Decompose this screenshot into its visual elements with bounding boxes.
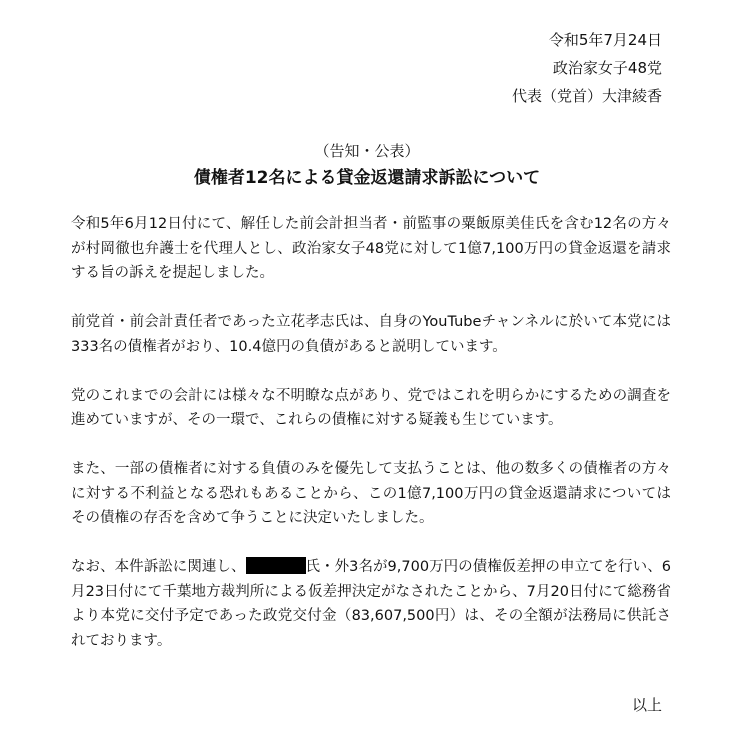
document-title: 債権者12名による貸金返還請求訴訟について (193, 168, 541, 188)
paragraph-provisional-attachment (71, 555, 671, 653)
closing-mark: 以上 (631, 696, 662, 714)
paragraph-provisional-attachment-start: なお、本件訴訟に関連し、 (71, 559, 246, 575)
representative-name: 代表（党首）大津綾香 (511, 87, 662, 105)
paragraph-creditors-explanation: 前党首・前会計責任者であった立花孝志氏は、自身のYouTubeチャンネルに於いて本党には333名の債権者がおり、10.4億円の負債があると説明しています。 (71, 314, 671, 355)
redacted-name-block (246, 557, 306, 574)
paragraph-lawsuit-filed: 令和5年6月12日付にて、解任した前会計担当者・前監事の粟飯原美佳氏を含む12名の方々が村岡徹也弁護士を代理人とし、政治家女子48党に対して1億7,100万円の貸金返還を請求する旨の訴えを提起しました。 (71, 216, 671, 281)
document-header (512, 26, 662, 110)
organization-name: 政治家女子48党 (552, 59, 662, 77)
paragraph-accounting-doubts: 党のこれまでの会計には様々な不明瞭な点があり、党ではこれを明らかにするための調査を進めていますが、その一環で、これらの債権に対する疑義も生じています。 (71, 387, 671, 428)
document-date: 令和5年7月24日 (548, 31, 662, 49)
paragraph-decision-to-contest: また、一部の債権者に対する負債のみを優先して支払うことは、他の数多くの債権者の方々に対する不利益となる恐れもあることから、この1億7,100万円の貸金返還請求についてはその債権の存否を含めて争うことに決定いたしました。 (71, 461, 671, 526)
paragraph-provisional-attachment-rest: 氏・外3名が9,700万円の債権仮差押の申立てを行い、6月23日付にて千葉地方裁判所による仮差押決定がなされたことから、7月20日付にて総務省より本党に交付予定であった政党交付金（83,607,500円）は、その全額が法務局に供託されております。 (71, 559, 671, 649)
notice-label: （告知・公表） (314, 142, 420, 160)
document-body (71, 212, 671, 678)
